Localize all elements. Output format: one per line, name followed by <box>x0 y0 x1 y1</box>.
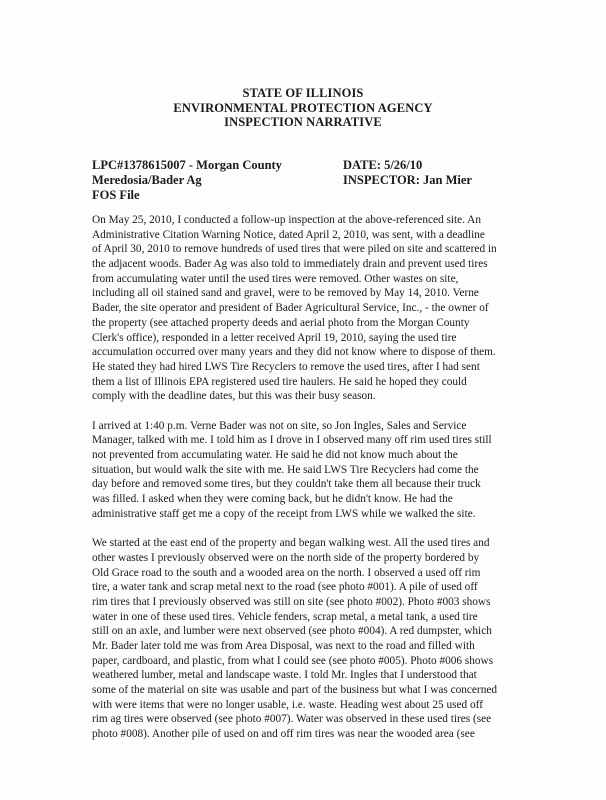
paragraph-line: situation, but would walk the site with me. He said LWS Tire Recyclers had come the <box>92 463 479 476</box>
paragraph-line: Administrative Citation Warning Notice, dated April 2, 2010, was sent, with a deadline <box>92 228 485 241</box>
narrative-paragraph <box>92 419 532 522</box>
paragraph-line: Mr. Bader later told me was from Area Disposal, was next to the road and filled with <box>92 639 475 652</box>
paragraph-line: some of the material on site was usable and part of the business but what I was concerned <box>92 684 497 696</box>
paragraph-line: still on an axle, and lumber were next observed (see photo #004). A red dumpster, which <box>92 625 492 638</box>
paragraph-line: them a list of Illinois EPA registered used tire haulers. He said he hoped they could <box>92 375 467 388</box>
paragraph-line: photo #008). Another pile of used on and off rim tires was near the wooded area (see <box>92 728 475 741</box>
paragraph-line: We started at the east end of the property and began walking west. All the used tires and <box>92 537 490 550</box>
paragraph-line: I arrived at 1:40 p.m. Verne Bader was not on site, so Jon Ingles, Sales and Service <box>92 419 467 432</box>
paragraph-line: including all oil stained sand and gravel, were to be removed by May 14, 2010. Verne <box>92 287 479 300</box>
paragraph-line: the property (see attached property deeds and aerial photo from the Morgan County <box>92 316 470 329</box>
inspector-name: INSPECTOR: Jan Mier <box>343 173 472 187</box>
inspection-meta <box>92 158 552 203</box>
narrative-paragraph <box>92 536 532 742</box>
meta-row-1 <box>92 158 552 173</box>
paragraph-line: other wastes I previously observed were on the north side of the property bordered by <box>92 551 480 564</box>
inspection-date: DATE: 5/26/10 <box>343 158 423 172</box>
header-state: STATE OF ILLINOIS <box>242 86 364 100</box>
header-agency: ENVIRONMENTAL PROTECTION AGENCY <box>173 100 433 115</box>
paragraph-line: with were items that were no longer usable, i.e. waste. Heading west about 25 used off <box>92 698 483 711</box>
paragraph-line: He stated they had hired LWS Tire Recyclers to remove the used tires, after I had sent <box>92 360 480 373</box>
paragraph-line: day before and removed some tires, but they couldn't take them all because their truck <box>92 478 481 491</box>
paragraph-line: water in one of these used tires. Vehicle fenders, scrap metal, a metal tank, a used tire <box>92 610 478 623</box>
paragraph-line: of April 30, 2010 to remove hundreds of used tires that were piled on site and scattered in <box>92 243 497 256</box>
paragraph-line: Old Grace road to the south and a wooded area on the north. I observed a used off rim <box>92 566 481 579</box>
paragraph-line: accumulation occurred over many years and they did not know where to dispose of them. <box>92 346 496 359</box>
paragraph-line: was filled. I asked when they were coming back, but he didn't know. He had the <box>92 493 453 506</box>
paragraph-line: administrative staff get me a copy of the receipt from LWS while we walked the site. <box>92 507 476 520</box>
paragraph-line: tire, a water tank and scrap metal next to the road (see photo #001). A pile of used off <box>92 581 478 594</box>
narrative-body <box>92 213 532 756</box>
paragraph-line: On May 25, 2010, I conducted a follow-up inspection at the above-referenced site. An <box>92 214 481 226</box>
paragraph-line: the adjacent woods. Bader Ag was also told to immediately drain and prevent used tires <box>92 258 488 271</box>
site-name: Meredosia/Bader Ag <box>92 173 202 187</box>
paragraph-line: paper, cardboard, and plastic, from what I could see (see photo #005). Photo #006 shows <box>92 654 494 667</box>
paragraph-line: Manager, talked with me. I told him as I drove in I observed many off rim used tires still <box>92 434 492 447</box>
paragraph-line: Clerk's office), responded in a letter received April 19, 2010, saying the used tire <box>92 331 457 344</box>
meta-row-3 <box>92 188 552 203</box>
paragraph-line: from accumulating water until the used tires were removed. Other wastes on site, <box>92 272 459 285</box>
paragraph-line: rim tires that I previously observed was still on site (see photo #002). Photo #003 shows <box>92 595 491 608</box>
paragraph-line: rim ag tires were observed (see photo #007). Water was observed in these used tires (see <box>92 713 492 726</box>
file-label: FOS File <box>92 188 140 202</box>
document-header <box>0 86 606 130</box>
meta-row-2 <box>92 173 552 188</box>
paragraph-line: weathered lumber, metal and landscape waste. I told Mr. Ingles that I understood that <box>92 669 477 682</box>
paragraph-line: not prevented from accumulating water. He said he did not know much about the <box>92 449 458 461</box>
lpc-number: LPC#1378615007 - Morgan County <box>92 158 282 172</box>
paragraph-line: Bader, the site operator and president of Bader Agricultural Service, Inc., - the owner of <box>92 302 489 315</box>
narrative-paragraph <box>92 213 532 404</box>
paragraph-line: comply with the deadline dates, but this was their busy season. <box>92 390 376 403</box>
header-title: INSPECTION NARRATIVE <box>224 115 382 129</box>
